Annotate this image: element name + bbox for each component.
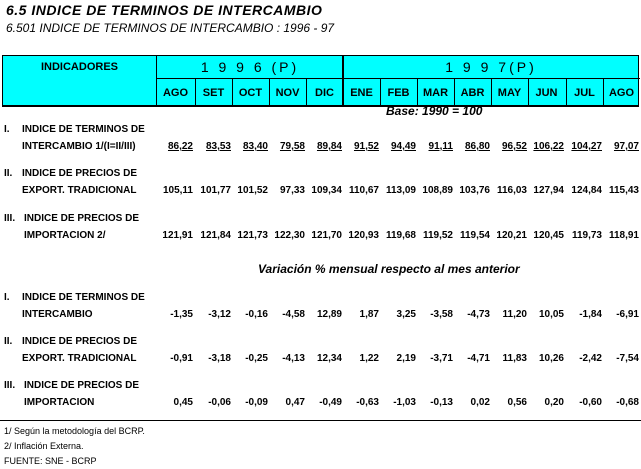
value-cell: 1,22 (359, 353, 379, 364)
value-cell: 103,76 (459, 185, 490, 196)
value-cell: 11,20 (502, 309, 527, 320)
row-number: I. (4, 292, 10, 303)
value-cell: 12,34 (316, 353, 342, 364)
row-number: II. (4, 336, 13, 347)
value-cell: 118,91 (608, 230, 639, 241)
value-cell: 10,26 (538, 353, 564, 364)
value-cell: 1,87 (359, 309, 379, 320)
base-label: Base: 1990 = 100 (386, 104, 483, 118)
row-label-line2: IMPORTACION 2/ (24, 230, 106, 241)
value-cell: 79,58 (279, 141, 305, 152)
row-number: III. (4, 213, 16, 224)
value-cell: 0,02 (470, 397, 490, 408)
value-cell: 105,11 (162, 185, 193, 196)
value-cell: -3,71 (430, 353, 453, 364)
row-label-line2: INTERCAMBIO (22, 309, 93, 320)
value-cell: -4,73 (467, 309, 490, 320)
value-cell: -0,68 (616, 397, 639, 408)
value-cell: 121,91 (162, 230, 193, 241)
value-cell: 116,03 (496, 185, 527, 196)
value-cell: 113,09 (385, 185, 416, 196)
header-month: AGO (608, 86, 635, 99)
table-header (2, 55, 639, 107)
row-label-line1: INDICE DE PRECIOS DE (22, 336, 138, 347)
header-month: JUN (535, 86, 558, 99)
value-cell: 120,21 (496, 230, 527, 241)
value-cell: 104,27 (571, 141, 602, 152)
value-cell: 10,05 (538, 309, 564, 320)
row-label-line1: INDICE DE TERMINOS DE (22, 124, 145, 135)
value-cell: 83,40 (242, 141, 268, 152)
header-month: FEB (387, 86, 410, 99)
value-cell: 119,68 (385, 230, 416, 241)
value-cell: -1,84 (579, 309, 602, 320)
value-cell: 119,73 (571, 230, 602, 241)
row-label-line2: EXPORT. TRADICIONAL (22, 353, 137, 364)
value-cell: -1,03 (393, 397, 416, 408)
value-cell: -3,12 (208, 309, 231, 320)
table-subtitle: 6.501 INDICE DE TERMINOS DE INTERCAMBIO : 1996 - 97 (6, 21, 335, 35)
value-cell: 121,70 (311, 230, 342, 241)
value-cell: 108,89 (422, 185, 453, 196)
row-label-line1: INDICE DE PRECIOS DE (24, 213, 140, 224)
footer-divider (0, 420, 641, 421)
value-cell: -0,25 (245, 353, 268, 364)
header-month: AGO (162, 86, 189, 99)
value-cell: 109,34 (311, 185, 342, 196)
row-label-line2: EXPORT. TRADICIONAL (22, 185, 137, 196)
row-label-line2: INTERCAMBIO 1/(I=II/III) (22, 141, 136, 152)
value-cell: -2,42 (579, 353, 602, 364)
value-cell: 94,49 (390, 141, 416, 152)
variation-label: Variación % mensual respecto al mes anterior (258, 262, 520, 276)
value-cell: 89,84 (316, 141, 342, 152)
value-cell: 97,07 (613, 141, 639, 152)
value-cell: 2,19 (396, 353, 416, 364)
value-cell: 106,22 (533, 141, 564, 152)
header-month: ABR (460, 86, 485, 99)
row-number: I. (4, 124, 10, 135)
header-month: MAY (497, 86, 522, 99)
value-cell: -0,13 (430, 397, 453, 408)
value-cell: -6,91 (616, 309, 639, 320)
value-cell: 11,83 (502, 353, 527, 364)
value-cell: 12,89 (316, 309, 342, 320)
header-month: MAR (422, 86, 449, 99)
value-cell: 120,45 (533, 230, 564, 241)
value-cell: 83,53 (205, 141, 231, 152)
value-cell: -4,58 (282, 309, 305, 320)
value-cell: -0,09 (245, 397, 268, 408)
value-cell: -0,63 (356, 397, 379, 408)
value-cell: 0,56 (507, 397, 527, 408)
value-cell: 101,77 (200, 185, 231, 196)
row-label-line2: IMPORTACION (24, 397, 95, 408)
footnote-2: 2/ Inflación Externa. (4, 441, 84, 451)
value-cell: 101,52 (237, 185, 268, 196)
header-year-1996: 1 9 9 6 (P) (200, 59, 300, 75)
value-cell: 86,80 (464, 141, 490, 152)
header-month: ENE (350, 86, 373, 99)
value-cell: -0,49 (319, 397, 342, 408)
value-cell: 119,52 (422, 230, 453, 241)
value-cell: 115,43 (608, 185, 639, 196)
value-cell: 96,52 (501, 141, 527, 152)
value-cell: -0,06 (208, 397, 231, 408)
value-cell: 86,22 (167, 141, 193, 152)
value-cell: 0,20 (544, 397, 564, 408)
value-cell: 124,84 (571, 185, 602, 196)
value-cell: 127,94 (533, 185, 564, 196)
page-title: 6.5 INDICE DE TERMINOS DE INTERCAMBIO (6, 2, 323, 18)
header-month: NOV (275, 86, 300, 99)
value-cell: 110,67 (348, 185, 379, 196)
row-number: II. (4, 168, 13, 179)
header-month: OCT (238, 86, 263, 99)
row-number: III. (4, 380, 16, 391)
value-cell: 122,30 (274, 230, 305, 241)
value-cell: -0,60 (579, 397, 602, 408)
header-month: SET (202, 86, 225, 99)
value-cell: 0,45 (173, 397, 193, 408)
value-cell: -7,54 (616, 353, 639, 364)
value-cell: 119,54 (459, 230, 490, 241)
value-cell: -4,13 (282, 353, 305, 364)
row-label-line1: INDICE DE PRECIOS DE (24, 380, 140, 391)
value-cell: 121,84 (200, 230, 231, 241)
value-cell: -3,58 (430, 309, 453, 320)
value-cell: -4,71 (467, 353, 490, 364)
footnote-source: FUENTE: SNE - BCRP (4, 456, 97, 466)
header-month: DIC (315, 86, 334, 99)
row-label-line1: INDICE DE TERMINOS DE (22, 292, 145, 303)
header-month: JUL (574, 86, 595, 99)
value-cell: 97,33 (279, 185, 305, 196)
value-cell: -0,91 (170, 353, 193, 364)
value-cell: 120,93 (348, 230, 379, 241)
value-cell: 0,47 (285, 397, 305, 408)
value-cell: 91,52 (353, 141, 379, 152)
value-cell: -3,18 (208, 353, 231, 364)
value-cell: 91,11 (428, 141, 453, 152)
header-year-1997: 1 9 9 7(P) (445, 59, 537, 75)
value-cell: 3,25 (396, 309, 416, 320)
header-indicadores: INDICADORES (40, 61, 118, 73)
footnote-1: 1/ Según la metodología del BCRP. (4, 426, 145, 436)
value-cell: 121,73 (237, 230, 268, 241)
value-cell: -1,35 (170, 309, 193, 320)
row-label-line1: INDICE DE PRECIOS DE (22, 168, 138, 179)
value-cell: -0,16 (245, 309, 268, 320)
